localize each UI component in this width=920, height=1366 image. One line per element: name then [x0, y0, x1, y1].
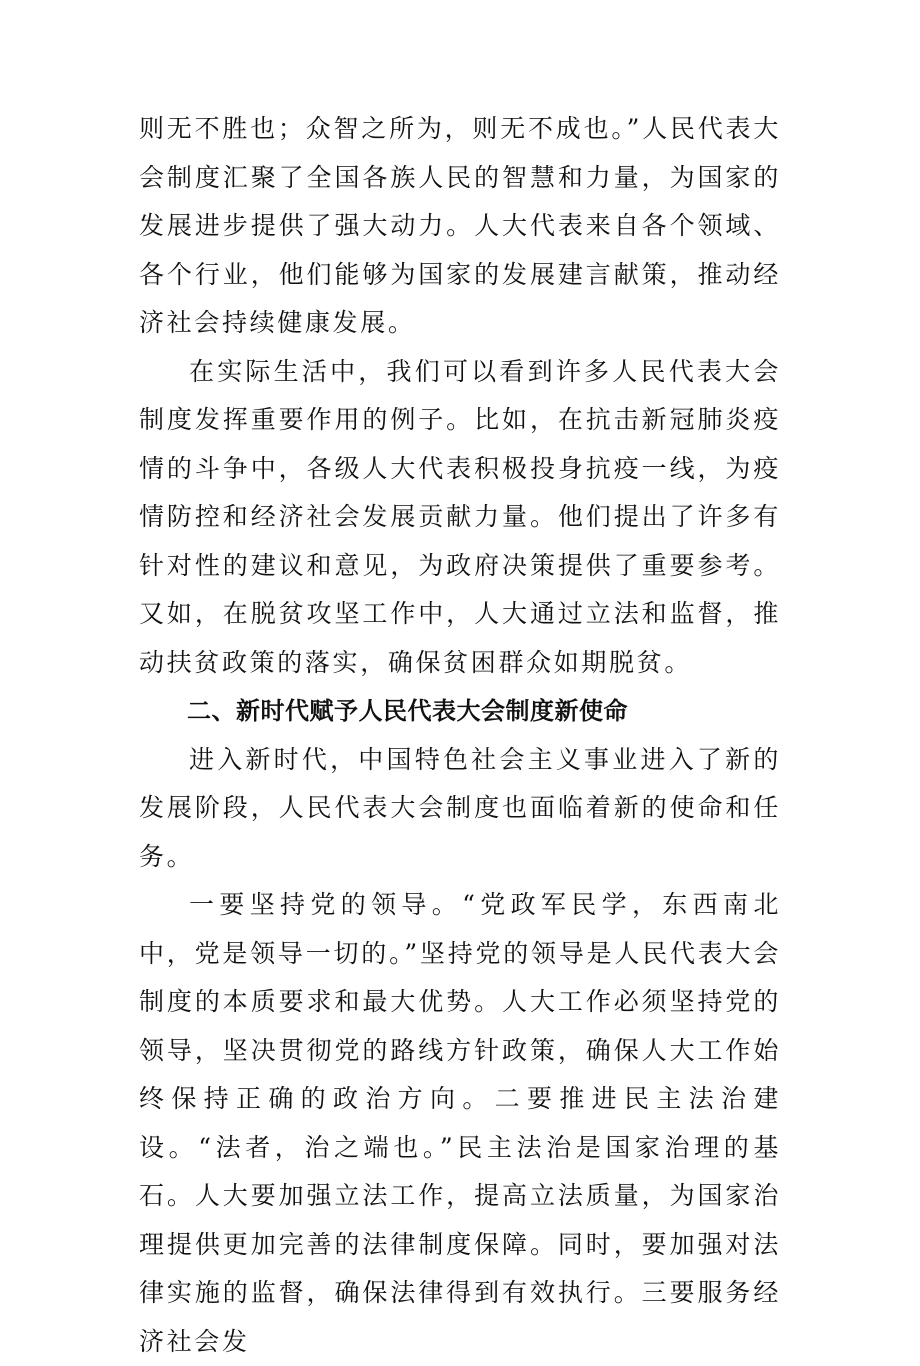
paragraph-continuation: 则无不胜也；众智之所为，则无不成也。”人民代表大会制度汇聚了全国各族人民的智慧和力量，为国家的发展进步提供了强大动力。人大代表来自各个领域、各个行业，他们能够为国家的发展建言献策，推动经济社会持续健康发展。 — [139, 114, 781, 337]
paragraph-missions: 一要坚持党的领导。“党政军民学，东西南北中，党是领导一切的。”坚持党的领导是人民代表大会制度的本质要求和最大优势。人大工作必须坚持党的领导，坚决贯彻党的路线方针政策，确保人大工作始终保持正确的政治方向。二要推进民主法治建设。“法者，治之端也。”民主法治是国家治理的基石。人大要加强立法工作，提高立法质量，为国家治理提供更加完善的法律制度保障。同时，要加强对法律实施的监督，确保法律得到有效执行。三要服务经济社会发 — [139, 890, 781, 1356]
section-heading: 二、新时代赋予人民代表大会制度新使命 — [187, 697, 628, 725]
paragraph-examples: 在实际生活中，我们可以看到许多人民代表大会制度发挥重要作用的例子。比如，在抗击新冠肺炎疫情的斗争中，各级人大代表积极投身抗疫一线，为疫情防控和经济社会发展贡献力量。他们提出了许多有针对性的建议和意见，为政府决策提供了重要参考。又如，在脱贫攻坚工作中，人大通过立法和监督，推动扶贫政策的落实，确保贫困群众如期脱贫。 — [139, 356, 781, 677]
document-body — [139, 105, 781, 1366]
paragraph-new-era: 进入新时代，中国特色社会主义事业进入了新的发展阶段，人民代表大会制度也面临着新的使命和任务。 — [139, 744, 781, 871]
